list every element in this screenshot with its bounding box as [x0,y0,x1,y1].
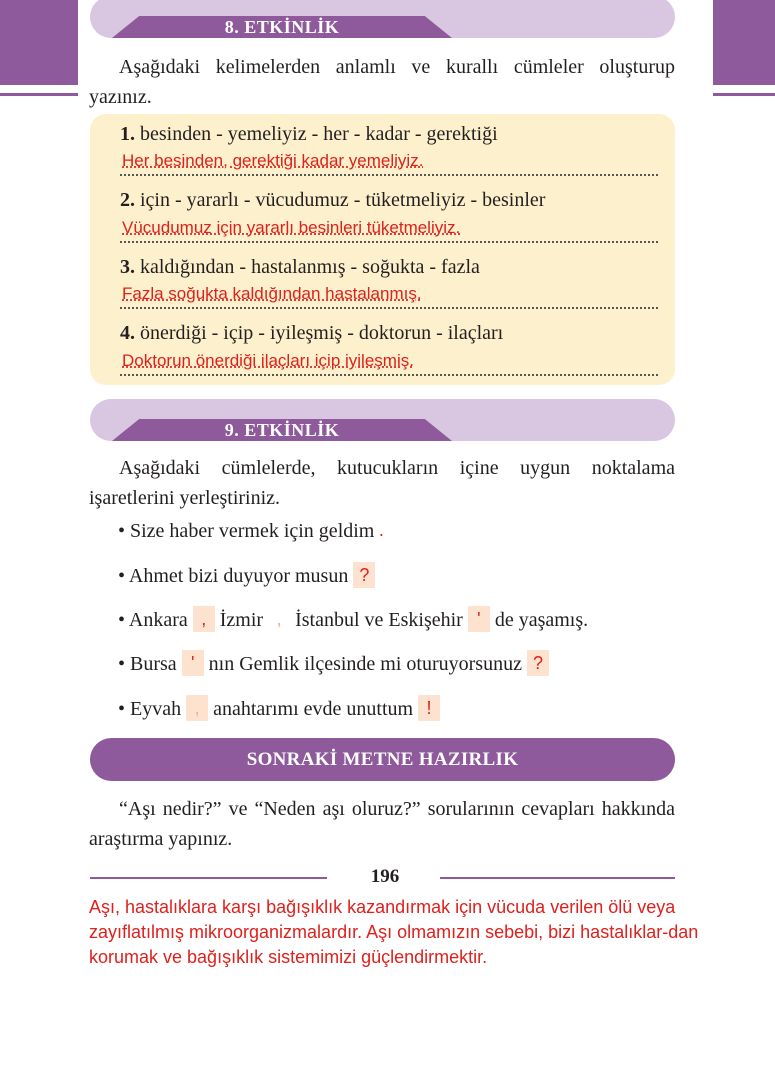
punctuation-box[interactable]: ' [182,650,204,676]
page-number-rule-right [440,877,675,879]
punctuation-box[interactable]: , [186,695,208,721]
activity8-item-3: 3. kaldığından - hastalanmış - soğukta - fazla [120,256,480,278]
activity8-answer-3: Fazla soğukta kaldığından hastalanmış. [122,284,422,303]
punctuation-box[interactable]: ! [418,695,440,721]
punctuation-box[interactable]: ? [353,562,375,588]
activity8-item-1: 1. besinden - yemeliyiz - her - kadar - gerektiği [120,123,498,145]
activity9-sentence-4: • Bursa ' nın Gemlik ilçesinde mi oturuyorsunuz ? [118,652,549,678]
left-margin-line [0,93,78,96]
activity9-sentence-1: • Size haber vermek için geldim . [118,519,388,545]
activity8-answer-line-2 [120,219,658,243]
punctuation-box[interactable]: , [276,609,282,630]
activity9-sentence-5: • Eyvah , anahtarımı evde unuttum ! [118,697,440,723]
activity9-title: 9. ETKİNLİK [224,420,340,440]
punctuation-box[interactable]: . [378,520,384,541]
right-margin-line [713,93,775,96]
activity8-item-4: 4. önerdiği - içip - iyileşmiş - doktorun - ilaçları [120,322,504,344]
activity9-sentence-3: • Ankara , İzmir , İstanbul ve Eskişehir ' de yaşamış. [118,608,588,634]
activity9-instruction-text: Aşağıdaki cümlelerde, kutucukların içine uygun noktalama işaretlerini yerleştiriniz. [89,457,675,509]
activity8-title: 8. ETKİNLİK [224,17,340,37]
activity9-header [90,399,675,441]
handwritten-answer: Aşı, hastalıklara karşı bağışıklık kazandırmak için vücuda verilen ölü veya zayıflatılmış mikroorganizmalardır. Aşı olmamızın sebebi, bizi hastalıklar-dan korumak ve bağışıklık sistemimizi güçlendirmektir. [89,897,699,967]
prep-instruction-text: “Aşı nedir?” ve “Neden aşı oluruz?” sorularının cevapları hakkında araştırma yapınız. [89,798,675,850]
activity9-sentence-2: • Ahmet bizi duyuyor musun ? [118,564,375,590]
left-margin-tab [0,0,78,85]
page-number: 196 [370,866,400,887]
punctuation-box[interactable]: ? [527,650,549,676]
activity8-instruction [89,52,675,112]
activity8-answer-line-3 [120,285,658,309]
punctuation-box[interactable]: , [193,606,215,632]
activity8-item-2: 2. için - yararlı - vücudumuz - tüketmeliyiz - besinler [120,189,546,211]
activity9-instruction [89,453,675,513]
activity8-answer-1: Her besinden, gerektiği kadar yemeliyiz. [122,151,424,170]
prep-header: SONRAKİ METNE HAZIRLIK [90,738,675,781]
prep-instruction [89,794,675,854]
activity8-instruction-text: Aşağıdaki kelimelerden anlamlı ve kurallı cümleler oluşturup yazınız. [89,56,675,108]
punctuation-box[interactable]: ' [468,606,490,632]
page-number-rule-left [90,877,327,879]
activity8-header [90,0,675,38]
activity8-answer-line-1 [120,152,658,176]
right-margin-tab [713,0,775,85]
activity8-answer-4: Doktorun önerdiği ilaçları içip iyileşmiş. [122,351,414,370]
activity8-answer-2: Vücudumuz için yararlı besinleri tüketmeliyiz. [122,218,461,237]
activity8-answer-line-4 [120,352,658,376]
